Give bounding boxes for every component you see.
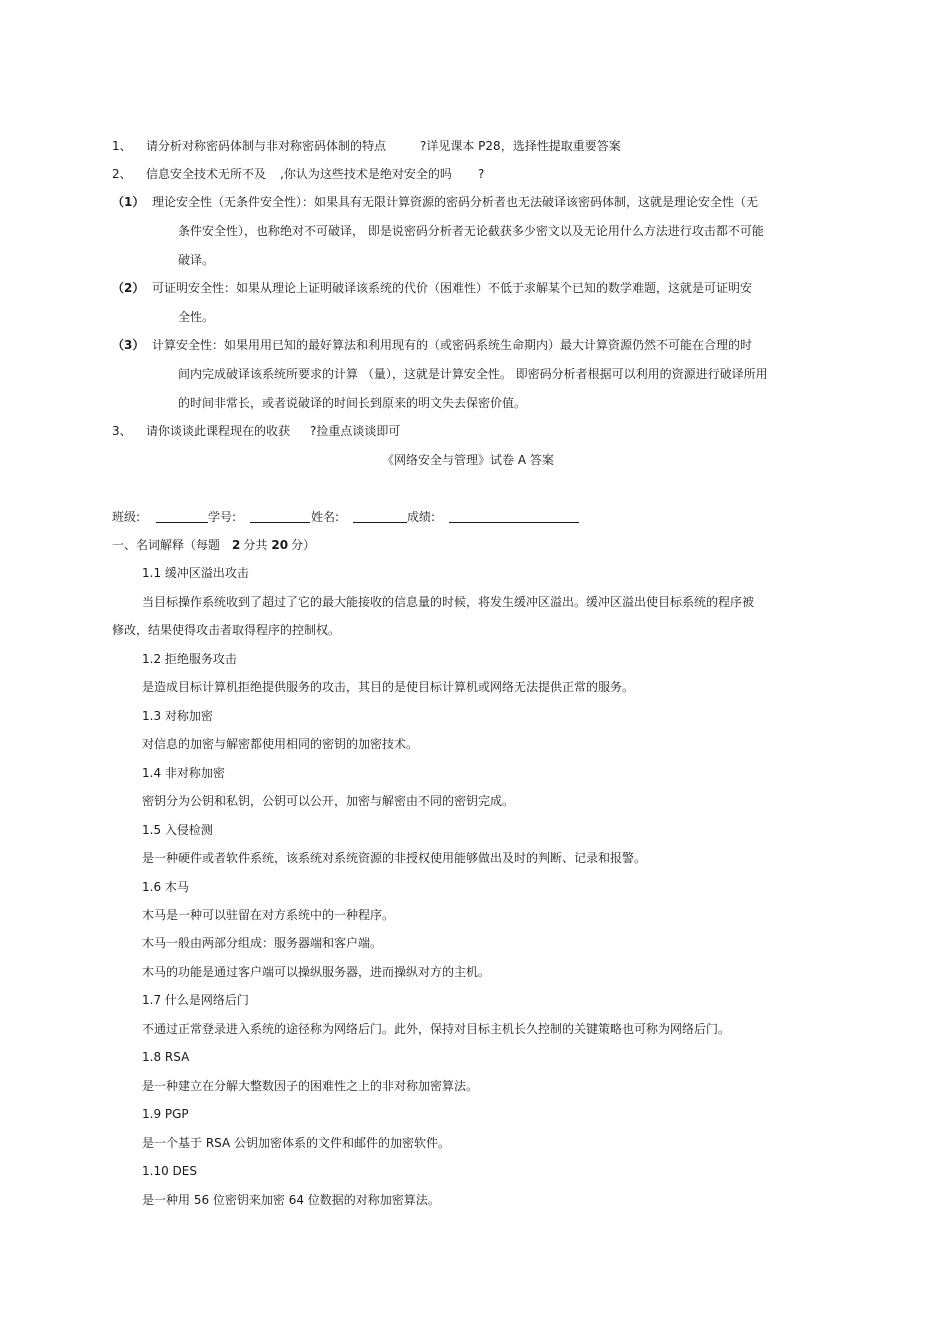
item-1-line: 破译。 xyxy=(178,253,215,267)
exam-title: 《网络安全与管理》试卷 A 答案 xyxy=(382,453,554,467)
term-definition: 木马一般由两部分组成：服务器端和客户端。 xyxy=(142,936,383,950)
term-title: 1.9 PGP xyxy=(142,1107,189,1121)
term-definition: 密钥分为公钥和私钥，公钥可以公开，加密与解密由不同的密钥完成。 xyxy=(142,794,515,808)
section-1-prefix: 一、名词解释（每题 xyxy=(112,538,221,552)
item-2-line: 全性。 xyxy=(178,310,215,324)
name-label: 姓名: xyxy=(311,510,340,524)
term-title: 1.5 入侵检测 xyxy=(142,823,213,837)
item-2-line: 可证明安全性：如果从理论上证明破译该系统的代价（困难性）不低于求解某个已知的数学难题，这就是可证明安 xyxy=(152,281,753,295)
term-definition: 是一个基于 RSA 公钥加密体系的文件和邮件的加密软件。 xyxy=(142,1136,451,1150)
item-3-line: 间内完成破译该系统所要求的计算 （量），这就是计算安全性。 即密码分析者根据可以利用的资源进行破译所用 xyxy=(178,367,768,381)
item-2-number: （2） xyxy=(112,281,145,295)
term-title: 1.1 缓冲区溢出攻击 xyxy=(142,566,249,580)
section-1-points: 2 xyxy=(232,538,241,552)
question-3-number: 3、 xyxy=(112,424,132,438)
question-1-number: 1、 xyxy=(112,139,132,153)
section-1-mid: 分共 xyxy=(243,538,268,552)
question-1-text: 请分析对称密码体制与非对称密码体制的特点 xyxy=(146,139,387,153)
question-2-mark: ? xyxy=(478,167,485,181)
question-3-note: ?捡重点谈谈即可 xyxy=(310,424,401,438)
section-1-heading xyxy=(112,537,315,553)
item-3-line: 计算安全性：如果用用已知的最好算法和利用现有的（或密码系统生命期内）最大计算资源仍然不可能在合理的时 xyxy=(152,338,753,352)
term-definition: 修改，结果使得攻击者取得程序的控制权。 xyxy=(112,623,341,637)
section-1-total: 20 xyxy=(271,538,289,552)
question-2-number: 2、 xyxy=(112,167,132,181)
term-definition: 对信息的加密与解密都使用相同的密钥的加密技术。 xyxy=(142,737,419,751)
section-1-suffix: 分） xyxy=(291,538,316,552)
term-definition: 是一种硬件或者软件系统，该系统对系统资源的非授权使用能够做出及时的判断、记录和报警。 xyxy=(142,851,647,865)
student-id-blank xyxy=(250,510,310,523)
term-definition: 不通过正常登录进入系统的途径称为网络后门。此外，保持对目标主机长久控制的关键策略也可称为网络后门。 xyxy=(142,1022,731,1036)
term-definition: 当目标操作系统收到了超过了它的最大能接收的信息量的时候，将发生缓冲区溢出。缓冲区溢出使目标系统的程序被 xyxy=(142,595,755,609)
term-definition: 是一种建立在分解大整数因子的困难性之上的非对称加密算法。 xyxy=(142,1079,479,1093)
term-title: 1.3 对称加密 xyxy=(142,709,213,723)
term-title: 1.2 拒绝服务攻击 xyxy=(142,652,237,666)
item-1-number: （1） xyxy=(112,195,145,209)
term-definition: 是造成目标计算机拒绝提供服务的攻击，其目的是使目标计算机或网络无法提供正常的服务。 xyxy=(142,680,635,694)
score-label: 成绩: xyxy=(407,510,436,524)
term-definition: 木马是一种可以驻留在对方系统中的一种程序。 xyxy=(142,908,395,922)
term-title: 1.8 RSA xyxy=(142,1050,190,1064)
term-title: 1.6 木马 xyxy=(142,880,189,894)
student-id-label: 学号: xyxy=(208,510,237,524)
term-definition: 木马的功能是通过客户端可以操纵服务器，进而操纵对方的主机。 xyxy=(142,965,491,979)
question-2-text-cont: ,你认为这些技术是绝对安全的吗 xyxy=(280,167,452,181)
term-definition: 是一种用 56 位密钥来加密 64 位数据的对称加密算法。 xyxy=(142,1193,440,1207)
name-blank xyxy=(353,510,407,523)
class-blank xyxy=(156,510,208,523)
item-1-line: 理论安全性（无条件安全性）：如果具有无限计算资源的密码分析者也无法破译该密码体制，这就是理论安全性（无 xyxy=(152,195,759,209)
question-3-text: 请你谈谈此课程现在的收获 xyxy=(146,424,291,438)
item-3-line: 的时间非常长，或者说破译的时间长到原来的明文失去保密价值。 xyxy=(178,396,527,410)
question-1-note: ?详见课本 P28，选择性提取重要答案 xyxy=(420,139,621,153)
question-2-text: 信息安全技术无所不及 xyxy=(146,167,267,181)
class-label: 班级: xyxy=(112,510,141,524)
term-title: 1.7 什么是网络后门 xyxy=(142,993,249,1007)
term-title: 1.4 非对称加密 xyxy=(142,766,225,780)
score-blank xyxy=(449,510,579,523)
item-1-line: 条件安全性），也称绝对不可破译， 即是说密码分析者无论截获多少密文以及无论用什么方法进行攻击都不可能 xyxy=(178,224,764,238)
term-title: 1.10 DES xyxy=(142,1164,197,1178)
item-3-number: （3） xyxy=(112,338,145,352)
